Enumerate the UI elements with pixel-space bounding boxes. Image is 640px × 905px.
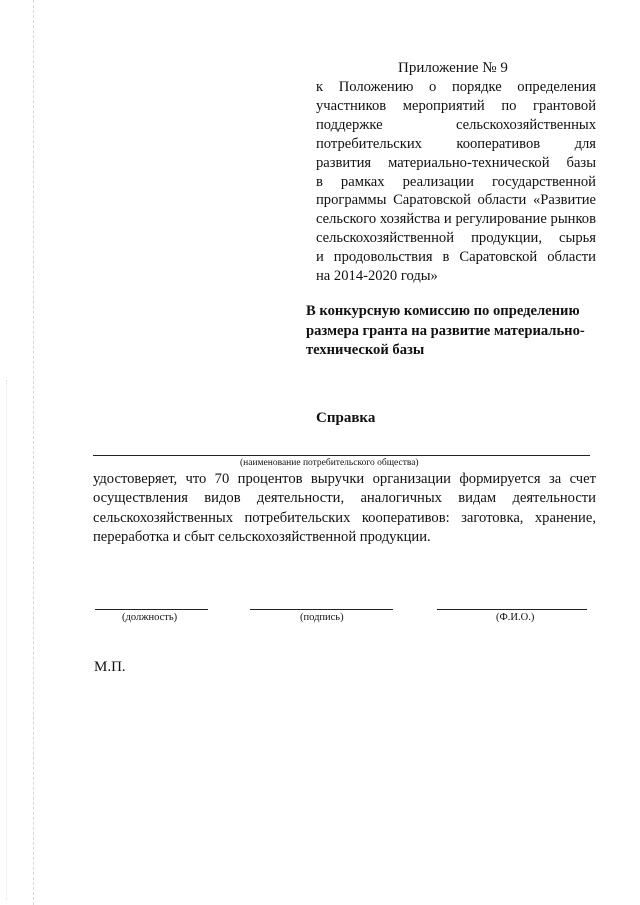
appendix-line: сельскохозяйственной продукции, сырья	[316, 230, 596, 247]
full-name-field	[437, 609, 587, 610]
body-line: сельскохозяйственных потребительских кооперативов: заготовка, хранение,	[93, 509, 596, 526]
appendix-line: потребительских кооперативов для	[316, 135, 596, 152]
signature-caption: (подпись)	[300, 612, 344, 623]
appendix-line: поддержке сельскохозяйственных	[316, 116, 596, 133]
appendix-line: сельского хозяйства и регулирование рынков	[316, 211, 596, 228]
addressee-block	[306, 302, 606, 361]
scan-edge-mark	[33, 0, 34, 905]
appendix-line: в рамках реализации государственной	[316, 173, 596, 190]
addressee-line: технической базы	[306, 342, 425, 358]
signature-field	[250, 609, 393, 610]
organization-name-field	[93, 455, 590, 456]
appendix-title: Приложение № 9	[398, 60, 508, 76]
appendix-line: к Положению о порядке определения	[316, 79, 596, 95]
full-name-caption: (Ф.И.О.)	[496, 612, 535, 623]
appendix-line: и продовольствия в Саратовской области	[316, 249, 596, 266]
body-line: удостоверяет, что 70 процентов выручки организации формируется за счет	[93, 471, 596, 487]
body-line: осуществления видов деятельности, аналогичных видам деятельности	[93, 490, 596, 507]
addressee-line: размера гранта на развитие материально-	[306, 322, 585, 339]
appendix-line: на 2014-2020 годы»	[316, 268, 438, 285]
position-caption: (должность)	[122, 612, 178, 623]
appendix-line: программы Саратовской области «Развитие	[316, 192, 596, 209]
scan-edge-mark-secondary	[6, 380, 7, 900]
body-line: переработка и сбыт сельскохозяйственной продукции.	[93, 528, 431, 545]
stamp-place-label: М.П.	[94, 659, 126, 675]
appendix-line: участников мероприятий по грантовой	[316, 97, 596, 114]
position-field	[95, 609, 208, 610]
addressee-line: В конкурсную комиссию по определению	[306, 303, 580, 319]
document-title: Справка	[316, 410, 376, 426]
appendix-line: развития материально-технической базы	[316, 154, 596, 171]
appendix-reference	[316, 78, 596, 286]
certificate-body	[93, 470, 596, 547]
organization-name-caption: (наименование потребительского общества)	[240, 458, 419, 468]
